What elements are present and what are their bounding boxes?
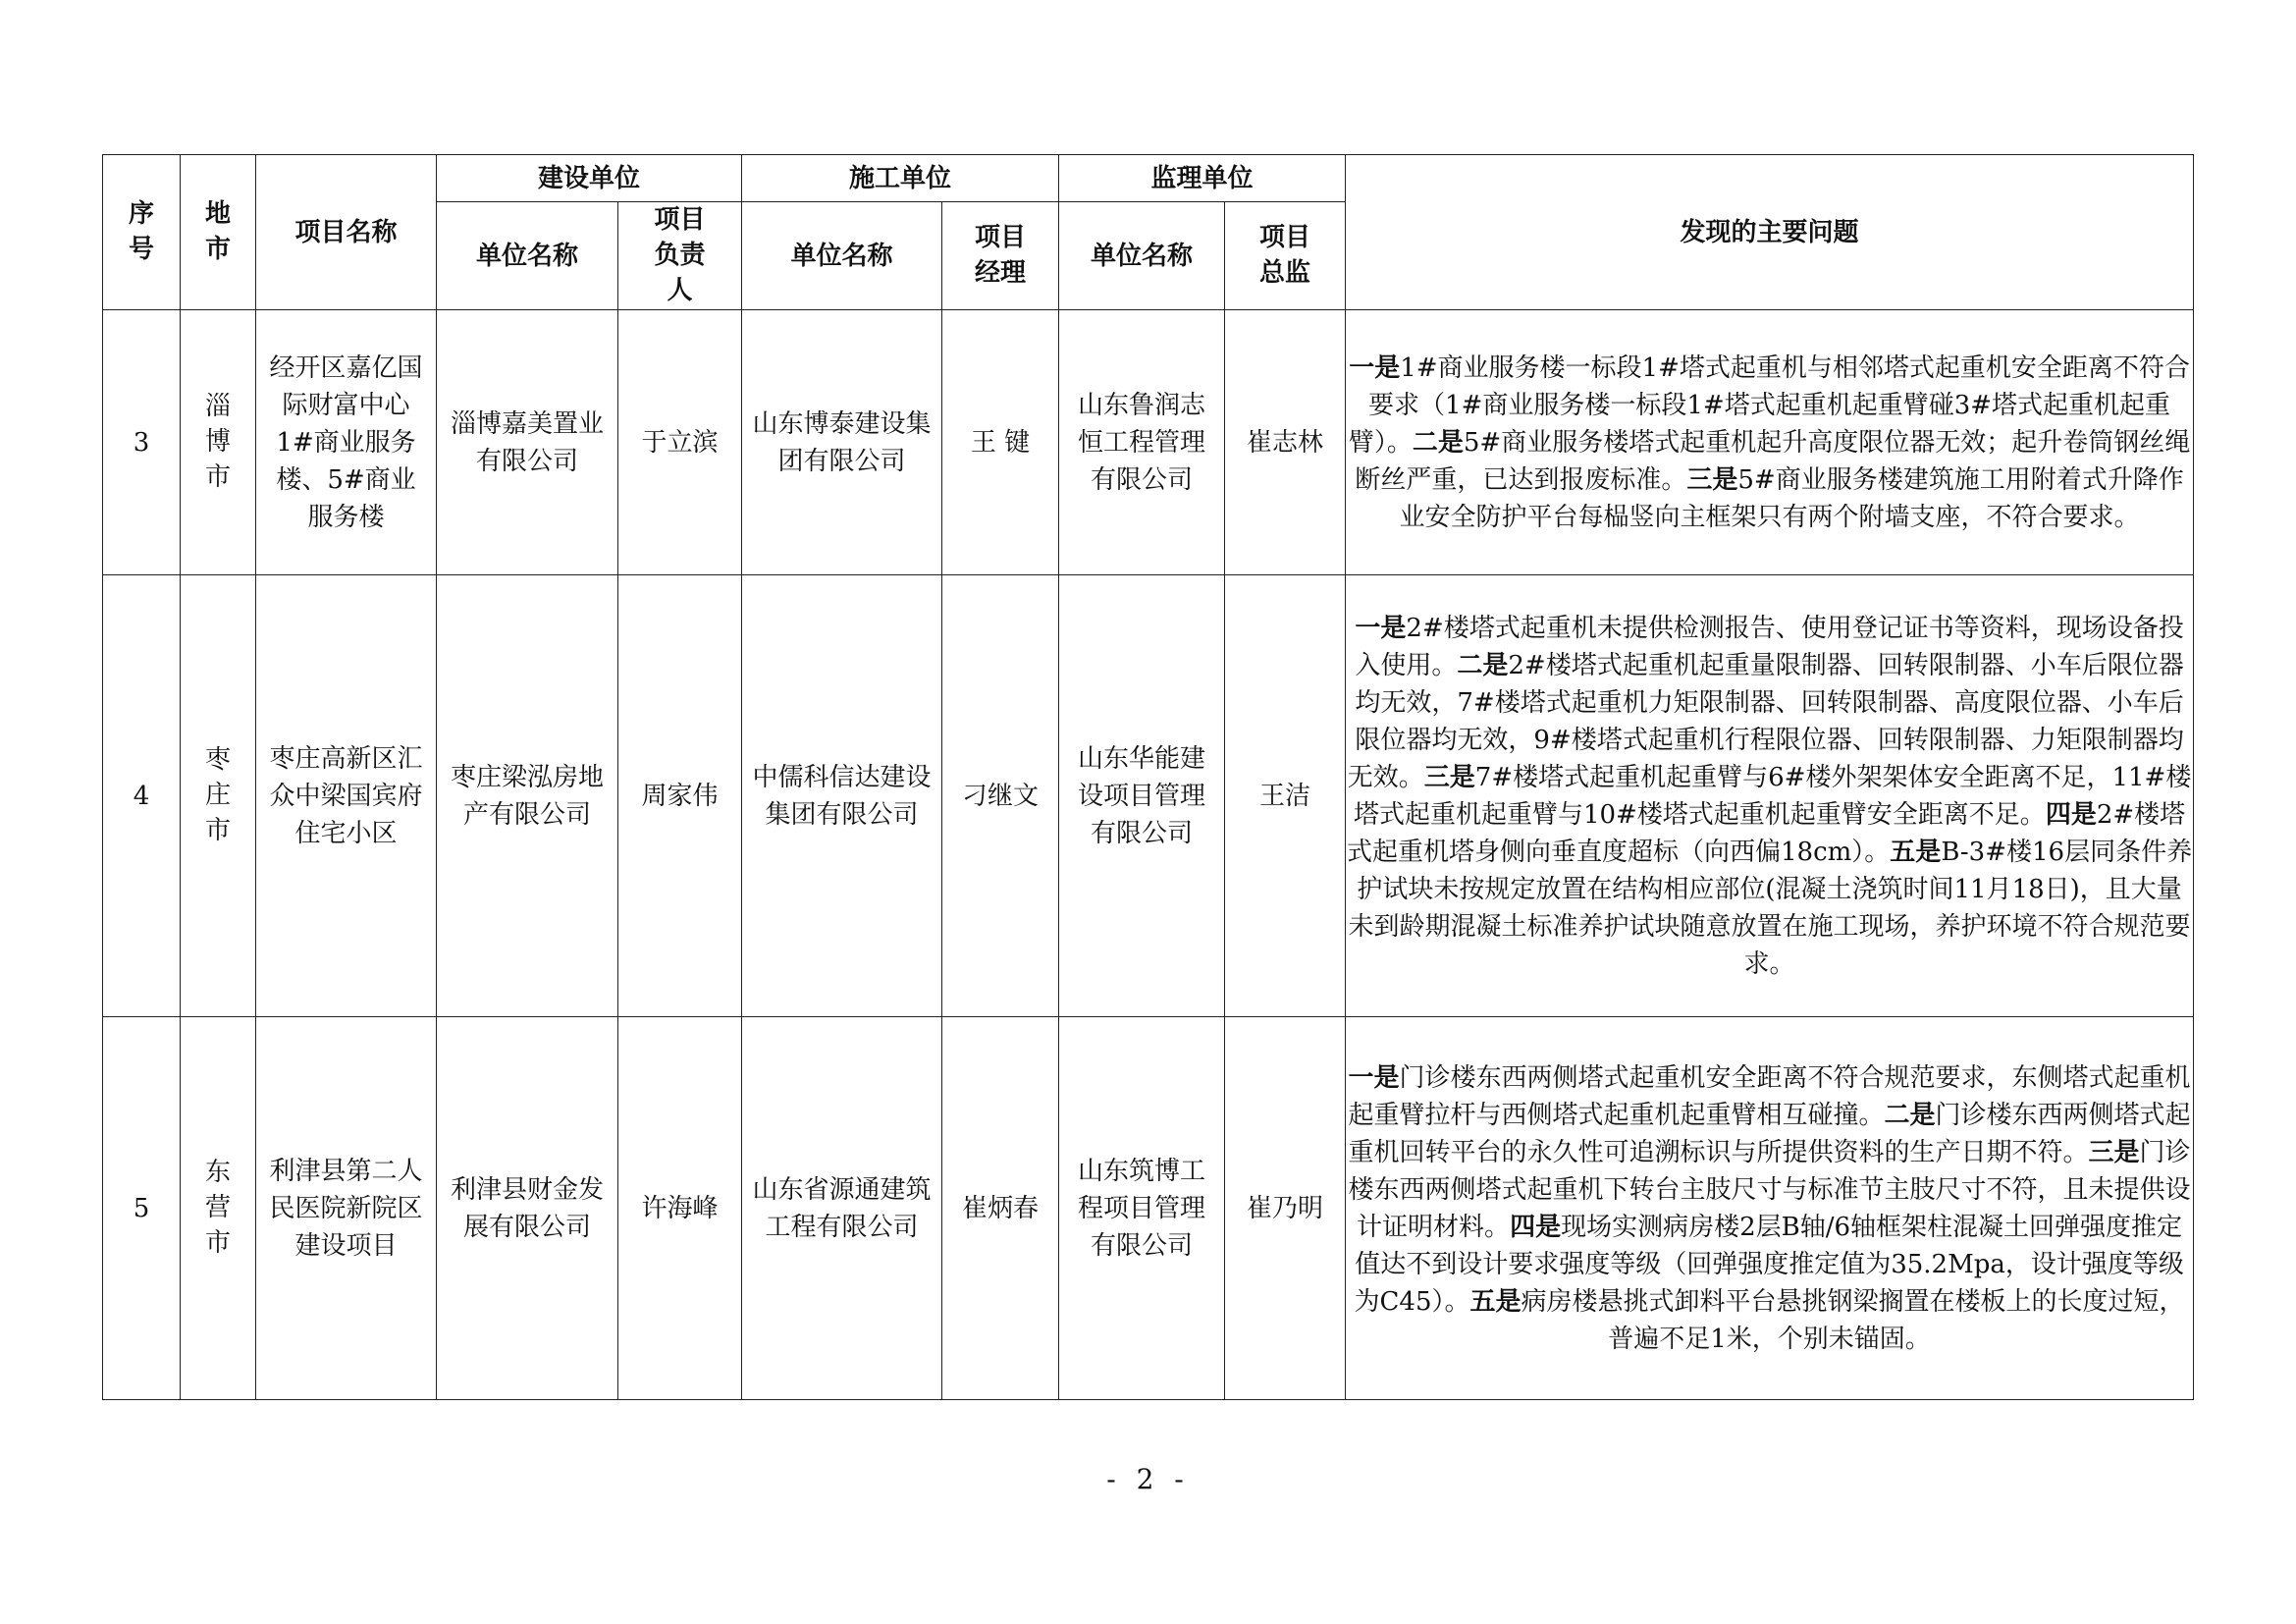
header-supervisor-lead: 项目总监 [1225,202,1346,310]
row-owner-unit-text: 枣庄梁泓房地产有限公司 [450,762,604,830]
problem-text: 2#楼塔式起重机塔身侧向垂直度超标（向西偏18cm）。 [1346,799,2186,867]
problem-text: 2#楼塔式起重机起重量限制器、回转限制器、小车后限位器均无效，7#楼塔式起重机力矩限制器、回转限制器、高度限位器、小车后限位器均无效，9#楼塔式起重机行程限位器、回转限制器、力矩限制器均无效。 [1347,650,2184,792]
problem-text: 2#楼塔式起重机未提供检测报告、使用登记证书等资料，现场设备投入使用。 [1355,613,2184,680]
problem-lead: 二是 [1884,1100,1936,1130]
row-no [103,1017,181,1400]
header-contractor-lead: 项目经理 [942,202,1059,310]
header-supervisor-group: 监理单位 [1059,155,1346,202]
row-city-text: 东营市 [205,1158,232,1258]
row-supervisor-lead-text: 崔志林 [1247,427,1324,458]
row-contractor-unit [742,1017,942,1400]
row-project-text: 枣庄高新区汇众中梁国宾府住宅小区 [269,743,423,848]
row-contractor-unit-text: 山东博泰建设集团有限公司 [752,408,932,476]
problem-text: 门诊楼东西两侧塔式起重机回转平台的永久性可追溯标识与所提供资料的生产日期不符。 [1348,1100,2191,1167]
row-owner-lead [618,310,742,575]
row-supervisor-unit-text: 山东鲁润志恒工程管理有限公司 [1078,390,1206,495]
row-no [103,575,181,1017]
problem-lead: 三是 [1423,762,1475,792]
row-no-text: 3 [133,427,150,458]
header-project: 项目名称 [256,155,437,310]
problem-text: 7#楼塔式起重机起重臂与6#楼外架架体安全距离不足，11#楼塔式起重机起重臂与10#楼塔式起重机起重臂安全距离不足。 [1353,762,2192,830]
row-city [181,310,256,575]
header-problems: 发现的主要问题 [1346,155,2194,310]
row-owner-lead-text: 许海峰 [641,1193,719,1223]
problem-text: 门诊楼东西两侧塔式起重机下转台主肢尺寸与标准节主肢尺寸不符，且未提供设计证明材料。 [1348,1137,2191,1242]
header-city: 地市 [181,155,256,310]
row-contractor-lead [942,1017,1059,1400]
row-owner-lead [618,1017,742,1400]
row-project [256,1017,437,1400]
row-contractor-unit-text: 中儒科信达建设集团有限公司 [752,762,932,830]
table-row [103,1017,2194,1400]
problem-lead: 一是 [1349,352,1401,383]
row-owner-unit [437,1017,618,1400]
problem-text: 5#商业服务楼塔式起重机起升高度限位器无效；起升卷筒钢丝绳断丝严重，已达到报废标准。 [1355,427,2191,495]
row-city [181,575,256,1017]
header-supervisor-unit: 单位名称 [1059,202,1225,310]
inspection-table [102,154,2194,1400]
problem-lead: 三是 [2088,1137,2140,1167]
problem-lead: 三是 [1686,464,1738,495]
row-contractor-lead [942,575,1059,1017]
row-problems [1346,575,2194,1017]
problem-lead: 五是 [1890,837,1942,867]
problem-text: 1#商业服务楼一标段1#塔式起重机与相邻塔式起重机安全距离不符合要求（1#商业服务楼一标段1#塔式起重机起重臂碰3#塔式起重机起重臂）。 [1348,352,2190,458]
row-contractor-unit [742,310,942,575]
problem-lead: 二是 [1412,427,1464,458]
problem-text: 门诊楼东西两侧塔式起重机安全距离不符合规范要求，东侧塔式起重机起重臂拉杆与西侧塔式起重机起重臂相互碰撞。 [1348,1062,2191,1130]
row-owner-unit [437,575,618,1017]
problem-lead: 四是 [2045,799,2097,830]
row-supervisor-unit [1059,1017,1225,1400]
table-row [103,575,2194,1017]
header-owner-unit: 单位名称 [437,202,618,310]
row-owner-lead [618,575,742,1017]
problem-text: B-3#楼16层同条件养护试块未按规定放置在结构相应部位(混凝土浇筑时间11月18日)，且大量未到龄期混凝土标准养护试块随意放置在施工现场，养护环境不符合规范要求。 [1348,837,2193,979]
row-supervisor-lead-text: 崔乃明 [1247,1193,1324,1223]
header-no: 序号 [103,155,181,310]
row-contractor-lead-text: 刁继文 [962,781,1040,811]
problem-lead: 五是 [1469,1286,1522,1317]
table-row [103,310,2194,575]
row-owner-unit-text: 利津县财金发展有限公司 [450,1174,604,1242]
row-supervisor-lead-text: 王洁 [1259,781,1311,811]
row-no [103,310,181,575]
row-owner-lead-text: 于立滨 [641,427,719,458]
problem-lead: 一是 [1355,613,1407,643]
row-supervisor-lead [1225,575,1346,1017]
page-number: - 2 - [1106,1463,1190,1495]
row-supervisor-unit [1059,575,1225,1017]
problem-text: 现场实测病房楼2层B轴/6轴框架柱混凝土回弹强度推定值达不到设计要求强度等级（回弹强度推定值为35.2Mpa，设计强度等级为C45）。 [1354,1212,2184,1317]
row-project [256,310,437,575]
row-problems [1346,310,2194,575]
row-no-text: 5 [133,1193,150,1223]
row-no-text: 4 [133,781,150,811]
problem-lead: 二是 [1457,650,1509,680]
header-contractor-group: 施工单位 [742,155,1059,202]
header-owner-lead: 项目负责人 [618,202,742,310]
row-contractor-lead [942,310,1059,575]
problem-text: 5#商业服务楼建筑施工用附着式升降作业安全防护平台每榀竖向主框架只有两个附墙支座，不符合要求。 [1399,464,2184,532]
header-contractor-unit: 单位名称 [742,202,942,310]
problem-lead: 一是 [1348,1062,1400,1093]
row-owner-unit [437,310,618,575]
header-owner-group: 建设单位 [437,155,742,202]
row-city-text: 淄博市 [205,392,232,492]
row-contractor-unit-text: 山东省源通建筑工程有限公司 [752,1174,932,1242]
problem-text: 病房楼悬挑式卸料平台悬挑钢梁搁置在楼板上的长度过短，普遍不足1米，个别未锚固。 [1521,1286,2185,1354]
row-owner-unit-text: 淄博嘉美置业有限公司 [450,408,604,476]
row-supervisor-unit-text: 山东华能建设项目管理有限公司 [1078,743,1206,848]
row-problems [1346,1017,2194,1400]
row-city [181,1017,256,1400]
row-supervisor-lead [1225,310,1346,575]
row-contractor-unit [742,575,942,1017]
row-contractor-lead-text: 王 键 [970,427,1031,458]
row-contractor-lead-text: 崔炳春 [962,1193,1040,1223]
row-project [256,575,437,1017]
row-city-text: 枣庄市 [205,745,232,845]
row-supervisor-unit [1059,310,1225,575]
row-supervisor-lead [1225,1017,1346,1400]
row-project-text: 利津县第二人民医院新院区建设项目 [269,1156,423,1261]
row-supervisor-unit-text: 山东筑博工程项目管理有限公司 [1078,1156,1206,1261]
row-project-text: 经开区嘉亿国际财富中心1#商业服务楼、5#商业服务楼 [269,352,423,532]
problem-lead: 四是 [1510,1212,1562,1242]
row-owner-lead-text: 周家伟 [641,781,719,811]
